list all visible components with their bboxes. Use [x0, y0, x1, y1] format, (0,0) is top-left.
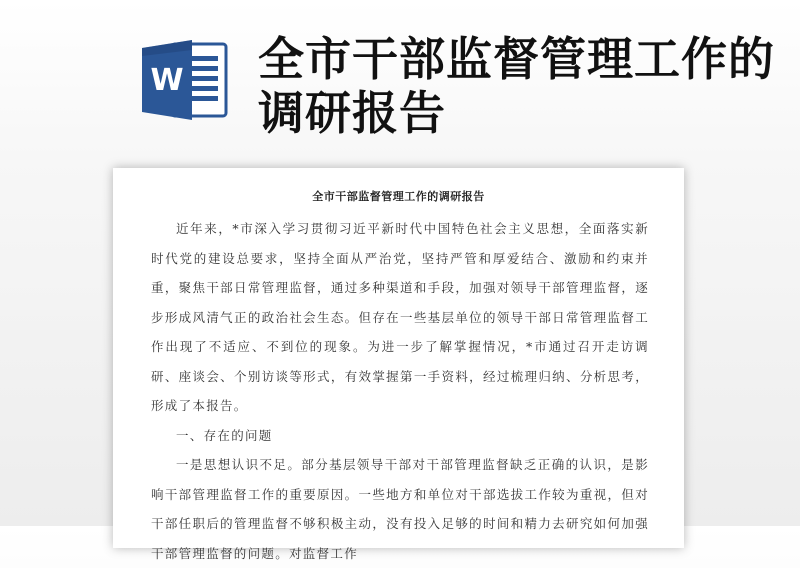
page-title: 全市干部监督管理工作的调研报告 [258, 32, 775, 140]
paragraph-problem-1: 一是思想认识不足。部分基层领导干部对干部管理监督缺乏正确的认识，是影响干部管理监督工作的重要原因。一些地方和单位对干部选拔工作较为重视，但对干部任职后的管理监督不够积极主动，没有投入足够的时间和精力去研究如何加强干部管理监督的问题。对监督工作 [151, 457, 649, 561]
document-body [151, 214, 649, 568]
banner [0, 0, 800, 150]
section-heading: 一、存在的问题 [176, 427, 273, 443]
document-page [113, 168, 684, 561]
logo-letter: W [150, 63, 184, 98]
document-title: 全市干部监督管理工作的调研报告 [312, 190, 485, 203]
word-document-icon [142, 38, 228, 122]
paragraph-intro: 近年来，*市深入学习贯彻习近平新时代中国特色社会主义思想，全面落实新时代党的建设总要求，坚持全面从严治党，坚持严管和厚爱结合、激励和约束并重，聚焦干部日常管理监督，通过多种渠道和手段，加强对领导干部管理监督，逐步形成风清气正的政治社会生态。但存在一些基层单位的领导干部日常管理监督工作出现了不适应、不到位的现象。为进一步了解掌握情况，*市通过召开走访调研、座谈会、个别访谈等形式，有效掌握第一手资料，经过梳理归纳、分析思考，形成了本报告。 [151, 221, 649, 413]
